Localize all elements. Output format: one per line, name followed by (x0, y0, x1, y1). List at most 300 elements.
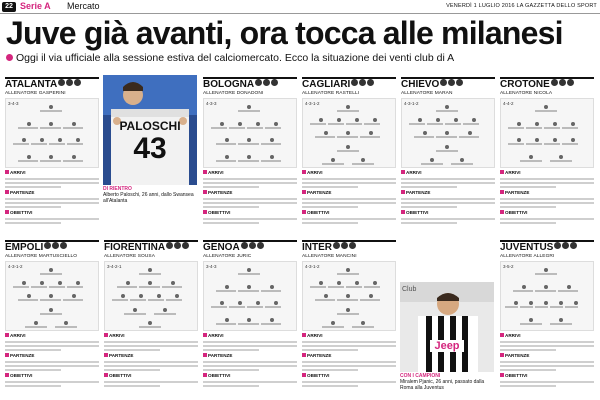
team-panel-crotone (500, 77, 594, 237)
obiettivi-label: OBIETTIVI (10, 373, 33, 378)
text-line-placeholder (203, 381, 297, 383)
player-marker (247, 318, 251, 322)
rating-dot-icon (359, 79, 366, 86)
arrivi-label: ARRIVI (10, 333, 26, 338)
bullet-icon (5, 353, 9, 357)
text-line-placeholder (104, 385, 160, 387)
player-marker (324, 294, 328, 298)
bullet-icon (5, 190, 9, 194)
arrivi-block (500, 333, 594, 351)
player-name-placeholder (445, 123, 461, 125)
text-line-placeholder (500, 198, 594, 200)
player-marker (256, 122, 260, 126)
rating-dot-icon (349, 242, 356, 249)
player-name-placeholder (364, 123, 380, 125)
text-line-placeholder (302, 218, 396, 220)
player-marker (270, 285, 274, 289)
text-line-placeholder (5, 349, 61, 351)
player-name-placeholder (451, 163, 473, 165)
player-marker (58, 138, 62, 142)
player-name-placeholder (229, 127, 245, 129)
player-name-placeholder (421, 163, 443, 165)
bullet-icon (500, 170, 504, 174)
arrivi-label: ARRIVI (307, 170, 323, 175)
player-name-placeholder (436, 110, 458, 112)
text-line-placeholder (302, 198, 396, 200)
team-panel-chievo (401, 77, 495, 237)
player-marker (468, 131, 472, 135)
player-name-placeholder (310, 123, 326, 125)
rating-dot-icon (333, 242, 340, 249)
arrivi-label: ARRIVI (10, 170, 26, 175)
rating-dot-icon (367, 79, 374, 86)
player-name-placeholder (360, 299, 381, 301)
player-marker (148, 268, 152, 272)
team-panel-atalanta (5, 77, 99, 237)
player-name-placeholder (55, 326, 77, 328)
team-name: JUVENTUS (500, 242, 594, 253)
player-name-placeholder (508, 127, 524, 129)
rating-dot-icon (74, 79, 81, 86)
rating-dot-icon (448, 79, 455, 86)
player-marker (139, 294, 143, 298)
player-name-placeholder (337, 299, 358, 301)
text-line-placeholder (203, 345, 297, 347)
player-marker (27, 122, 31, 126)
player-name-placeholder (520, 323, 542, 325)
rating-dot-icon (66, 79, 73, 86)
obiettivi-label: OBIETTIVI (406, 210, 429, 215)
player-name-placeholder (360, 136, 381, 138)
team-coach: ALLENATORE ALLEGRI (500, 254, 555, 259)
bullet-icon (500, 333, 504, 337)
player-name-placeholder (544, 143, 560, 145)
text-line-placeholder (5, 345, 99, 347)
player-name-placeholder (261, 143, 282, 145)
player-marker (369, 131, 373, 135)
bullet-icon (500, 353, 504, 357)
team-panel-fiorentina (104, 240, 198, 398)
player-name-placeholder (63, 160, 84, 162)
player-marker (514, 301, 518, 305)
rating-dot-icon (263, 79, 270, 86)
player-marker (157, 294, 161, 298)
player-name-placeholder (352, 163, 374, 165)
player-name-placeholder (526, 143, 542, 145)
obiettivi-label: OBIETTIVI (208, 210, 231, 215)
bullet-icon (302, 353, 306, 357)
player-marker (346, 308, 350, 312)
bullet-icon (302, 333, 306, 337)
player-marker (346, 294, 350, 298)
text-line-placeholder (5, 202, 99, 204)
text-line-placeholder (203, 198, 297, 200)
player-marker (49, 155, 53, 159)
rating-dot-icon (52, 242, 59, 249)
partenze-block (203, 353, 297, 371)
player-name-placeholder (139, 286, 160, 288)
player-name-placeholder (49, 286, 65, 288)
team-coach: ALLENATORE MARAN (401, 91, 453, 96)
player-marker (72, 294, 76, 298)
player-name-placeholder (505, 306, 518, 308)
text-line-placeholder (500, 345, 594, 347)
player-marker (49, 308, 53, 312)
text-line-placeholder (5, 361, 99, 363)
obiettivi-block (203, 210, 297, 224)
text-line-placeholder (5, 182, 99, 184)
player-marker (27, 155, 31, 159)
player-marker (72, 155, 76, 159)
player-marker (445, 145, 449, 149)
rating-dot-icon (241, 242, 248, 249)
player-name-placeholder (112, 299, 128, 301)
rating-dot-icon (44, 242, 51, 249)
player-name-placeholder (247, 127, 263, 129)
arrivi-block (5, 333, 99, 351)
obiettivi-label: OBIETTIVI (109, 373, 132, 378)
player-marker (324, 131, 328, 135)
player-marker (64, 321, 68, 325)
player-name-placeholder (238, 273, 260, 275)
text-line-placeholder (302, 349, 358, 351)
formation-label: 3-4-3 (206, 264, 217, 269)
player-name-placeholder (322, 326, 344, 328)
text-line-placeholder (104, 361, 198, 363)
player-marker (270, 155, 274, 159)
text-line-placeholder (302, 385, 358, 387)
player-name-placeholder (265, 306, 281, 308)
player-marker (256, 301, 260, 305)
photo-pjanic (400, 282, 494, 372)
player-marker (559, 301, 563, 305)
arrivi-block (104, 333, 198, 351)
player-name-placeholder (562, 127, 578, 129)
player-marker (247, 105, 251, 109)
partenze-block (500, 353, 594, 371)
player-name-placeholder (337, 273, 359, 275)
bullet-icon (302, 190, 306, 194)
player-name-placeholder (124, 313, 146, 315)
player-name-placeholder (550, 306, 563, 308)
formation-pitch (5, 98, 99, 168)
text-line-placeholder (5, 369, 61, 371)
text-line-placeholder (203, 178, 297, 180)
text-line-placeholder (401, 206, 457, 208)
player-marker (346, 131, 350, 135)
bullet-icon (104, 333, 108, 337)
player-name-placeholder (40, 127, 61, 129)
text-line-placeholder (203, 369, 259, 371)
text-line-placeholder (500, 361, 594, 363)
bullet-icon (302, 373, 306, 377)
player-name-placeholder (130, 299, 146, 301)
player-name-placeholder (508, 143, 524, 145)
player-marker (76, 281, 80, 285)
text-line-placeholder (500, 202, 594, 204)
arrivi-label: ARRIVI (406, 170, 422, 175)
arrivi-block (203, 333, 297, 351)
formation-pitch (104, 261, 198, 331)
obiettivi-label: OBIETTIVI (505, 210, 528, 215)
page-number: 22 (2, 2, 16, 12)
bullet-icon (104, 353, 108, 357)
player-marker (49, 294, 53, 298)
subheadline-text: Oggi il via ufficiale alla sessione estiva del calciomercato. Ecco la situazione dei venti club di A (16, 52, 455, 64)
player-marker (76, 138, 80, 142)
text-line-placeholder (5, 365, 99, 367)
player-name-placeholder (352, 326, 374, 328)
player-name-placeholder (346, 286, 362, 288)
player-marker (49, 122, 53, 126)
obiettivi-block (5, 373, 99, 387)
player-marker (274, 301, 278, 305)
player-marker (355, 281, 359, 285)
bullet-icon (401, 190, 405, 194)
bullet-icon (302, 170, 306, 174)
rating-dot-icon (271, 79, 278, 86)
player-marker (247, 155, 251, 159)
partenze-block (401, 190, 495, 208)
player-name-placeholder (247, 306, 263, 308)
player-name-placeholder (40, 273, 62, 275)
obiettivi-label: OBIETTIVI (307, 373, 330, 378)
team-name: GENOA (203, 242, 297, 253)
player-name-placeholder (261, 323, 282, 325)
shirt-number: 43 (133, 132, 167, 165)
obiettivi-block (500, 373, 594, 387)
player-marker (22, 138, 26, 142)
obiettivi-block (500, 210, 594, 224)
player-marker (175, 294, 179, 298)
player-name-placeholder (310, 286, 326, 288)
photo-paloschi (103, 75, 197, 185)
partenze-label: PARTENZE (109, 353, 134, 358)
team-panel-empoli (5, 240, 99, 398)
partenze-block (203, 190, 297, 208)
caption-paloschi (103, 186, 197, 204)
player-marker (454, 118, 458, 122)
formation-label: 4-4-2 (503, 101, 514, 106)
text-line-placeholder (500, 365, 594, 367)
player-name-placeholder (337, 150, 359, 152)
rating-dot-icon (257, 242, 264, 249)
player-name-placeholder (63, 127, 84, 129)
text-line-placeholder (203, 202, 297, 204)
player-name-placeholder (463, 123, 479, 125)
player-marker (535, 138, 539, 142)
player-name-placeholder (13, 286, 29, 288)
player-name-placeholder (459, 136, 480, 138)
team-name: CROTONE (500, 79, 594, 90)
headline: Juve già avanti, ora tocca alle milanesi (6, 15, 563, 51)
bullet-icon (5, 373, 9, 377)
obiettivi-label: OBIETTIVI (10, 210, 33, 215)
player-name-placeholder (238, 290, 259, 292)
text-line-placeholder (203, 341, 297, 343)
rating-dot-icon (554, 242, 561, 249)
player-marker (544, 105, 548, 109)
player-name-placeholder (265, 127, 281, 129)
bullet-icon (203, 353, 207, 357)
team-panel-genoa (203, 240, 297, 398)
player-marker (72, 122, 76, 126)
player-name-placeholder (414, 136, 435, 138)
partenze-label: PARTENZE (10, 190, 35, 195)
formation-pitch (500, 98, 594, 168)
player-name-placeholder (535, 290, 556, 292)
obiettivi-block (104, 373, 198, 387)
text-line-placeholder (5, 186, 61, 188)
caption-paloschi-text: Alberto Paloschi, 26 anni, dallo Swansea all'Atalanta (103, 192, 194, 204)
player-name-placeholder (166, 299, 182, 301)
rating-dot-icon (562, 242, 569, 249)
formation-label: 4-3-1-2 (305, 264, 320, 269)
text-line-placeholder (302, 178, 396, 180)
rating-dot-icon (567, 79, 574, 86)
player-marker (133, 308, 137, 312)
text-line-placeholder (500, 178, 594, 180)
player-name-placeholder (139, 326, 161, 328)
text-line-placeholder (302, 341, 396, 343)
partenze-block (5, 353, 99, 371)
player-marker (535, 122, 539, 126)
caption-paloschi-title: DI RIENTRO (103, 186, 132, 192)
player-name-placeholder (535, 273, 557, 275)
text-line-placeholder (5, 218, 99, 220)
player-name-placeholder (18, 299, 39, 301)
player-marker (34, 321, 38, 325)
text-line-placeholder (302, 206, 358, 208)
formation-label: 3-4-3 (8, 101, 19, 106)
arrivi-label: ARRIVI (109, 333, 125, 338)
rating-dot-icon (249, 242, 256, 249)
bullet-icon (203, 170, 207, 174)
obiettivi-block (302, 210, 396, 224)
player-marker (163, 308, 167, 312)
player-name-placeholder (550, 160, 572, 162)
text-line-placeholder (500, 222, 556, 224)
bullet-icon (203, 373, 207, 377)
player-name-placeholder (427, 123, 443, 125)
text-line-placeholder (5, 381, 99, 383)
player-marker (225, 138, 229, 142)
player-marker (238, 122, 242, 126)
arrivi-label: ARRIVI (505, 170, 521, 175)
bullet-icon (302, 210, 306, 214)
bullet-icon (203, 333, 207, 337)
text-line-placeholder (203, 365, 297, 367)
player-name-placeholder (238, 160, 259, 162)
text-line-placeholder (401, 178, 495, 180)
arrivi-block (302, 170, 396, 188)
rating-dot-icon (570, 242, 577, 249)
player-marker (373, 281, 377, 285)
player-marker (529, 155, 533, 159)
obiettivi-block (401, 210, 495, 224)
player-name-placeholder (63, 299, 84, 301)
player-marker (445, 105, 449, 109)
player-marker (220, 301, 224, 305)
text-line-placeholder (500, 381, 594, 383)
text-line-placeholder (500, 369, 556, 371)
team-panel-inter (302, 240, 396, 398)
player-name-placeholder (544, 127, 560, 129)
text-line-placeholder (203, 206, 259, 208)
formation-label: 4-3-1-2 (404, 101, 419, 106)
rating-dot-icon (551, 79, 558, 86)
player-marker (445, 131, 449, 135)
text-line-placeholder (302, 186, 358, 188)
text-line-placeholder (302, 345, 396, 347)
player-name-placeholder (238, 143, 259, 145)
text-line-placeholder (401, 182, 495, 184)
team-coach: ALLENATORE JURIC (203, 254, 252, 259)
text-line-placeholder (104, 345, 198, 347)
player-name-placeholder (520, 306, 533, 308)
player-marker (148, 321, 152, 325)
player-name-placeholder (337, 110, 359, 112)
text-line-placeholder (401, 202, 495, 204)
player-marker (346, 268, 350, 272)
player-name-placeholder (322, 163, 344, 165)
player-name-placeholder (261, 160, 282, 162)
text-line-placeholder (203, 349, 259, 351)
bullet-icon (500, 373, 504, 377)
text-line-placeholder (203, 218, 297, 220)
player-name-placeholder (436, 150, 458, 152)
player-name-placeholder (216, 290, 237, 292)
bullet-icon (104, 373, 108, 377)
player-marker (40, 138, 44, 142)
player-marker (238, 301, 242, 305)
player-marker (331, 158, 335, 162)
player-marker (319, 281, 323, 285)
rating-dot-icon (166, 242, 173, 249)
player-marker (544, 268, 548, 272)
player-marker (49, 268, 53, 272)
player-name-placeholder (535, 306, 548, 308)
team-name: CHIEVO (401, 79, 495, 90)
team-name: ATALANTA (5, 79, 99, 90)
text-line-placeholder (104, 341, 198, 343)
obiettivi-block (302, 373, 396, 387)
rating-dot-icon (559, 79, 566, 86)
player-name-placeholder (337, 136, 358, 138)
player-name-placeholder (238, 323, 259, 325)
section-label: Serie A (20, 1, 51, 11)
formation-label: 4-3-3 (206, 101, 217, 106)
rating-dot-icon (58, 79, 65, 86)
player-marker (553, 138, 557, 142)
sponsor-logo: Jeep (430, 340, 464, 352)
player-name-placeholder (337, 313, 359, 315)
player-name-placeholder (328, 286, 344, 288)
arrivi-label: ARRIVI (208, 170, 224, 175)
obiettivi-label: OBIETTIVI (505, 373, 528, 378)
player-name-placeholder (40, 313, 62, 315)
text-line-placeholder (5, 341, 99, 343)
bullet-icon (5, 210, 9, 214)
player-marker (225, 285, 229, 289)
partenze-label: PARTENZE (406, 190, 431, 195)
player-name-placeholder (216, 323, 237, 325)
player-marker (369, 294, 373, 298)
player-marker (472, 118, 476, 122)
formation-pitch (401, 98, 495, 168)
team-name: CAGLIARI (302, 79, 396, 90)
player-name-placeholder (216, 160, 237, 162)
